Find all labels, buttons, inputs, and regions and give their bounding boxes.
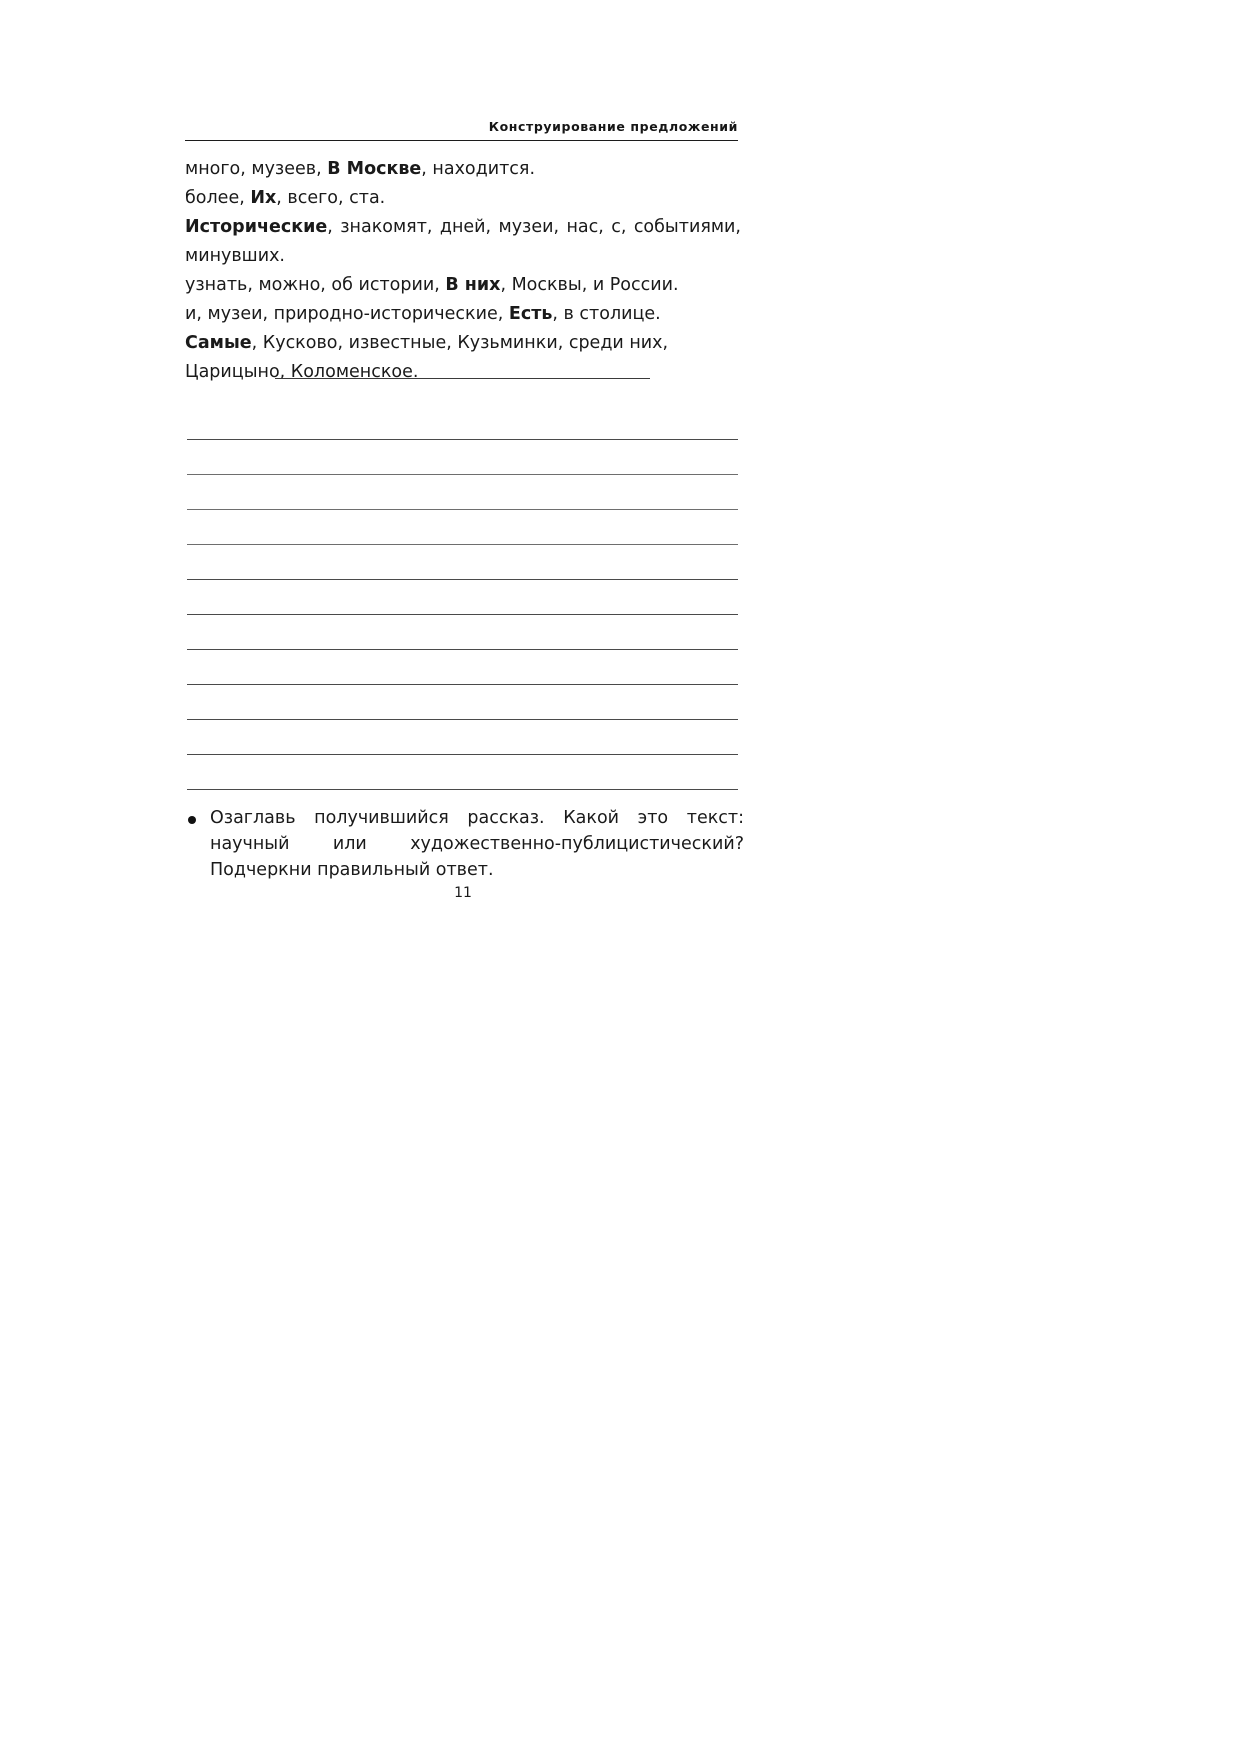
writing-line — [187, 405, 738, 440]
word-line: узнать, можно, об истории, В них, Москвы, и России. — [185, 275, 679, 295]
writing-line — [187, 510, 738, 545]
page-number: 11 — [454, 885, 472, 901]
writing-line — [187, 650, 738, 685]
header-divider — [185, 140, 738, 141]
writing-line — [187, 685, 738, 720]
task-text: Озаглавь получившийся рассказ. Какой это текст: научный или художественно-публицистический? Подчеркни правильный ответ. — [210, 808, 744, 880]
writing-lines — [187, 405, 738, 790]
writing-line — [187, 475, 738, 510]
title-writing-rule — [275, 378, 650, 379]
writing-line — [187, 545, 738, 580]
writing-line — [187, 580, 738, 615]
word-line: и, музеи, природно-исторические, Есть, в столице. — [185, 304, 661, 324]
word-line: много, музеев, В Москве, находится. — [185, 159, 536, 179]
writing-line — [187, 720, 738, 755]
page-header — [185, 120, 738, 141]
word-line: Самые, Кусково, известные, Кузьминки, среди них, Царицыно, Коломенское. — [185, 333, 669, 382]
writing-line — [187, 615, 738, 650]
task-item — [188, 805, 744, 883]
word-line: более, Их, всего, ста. — [185, 188, 386, 208]
word-line: Исторические, знакомят, дней, музеи, нас, с, событиями, минувших. — [185, 217, 741, 266]
writing-line — [187, 440, 738, 475]
writing-line — [187, 755, 738, 790]
running-head: Конструирование предложений — [488, 119, 738, 134]
exercise-word-list — [185, 155, 741, 387]
bullet-icon — [188, 816, 196, 824]
